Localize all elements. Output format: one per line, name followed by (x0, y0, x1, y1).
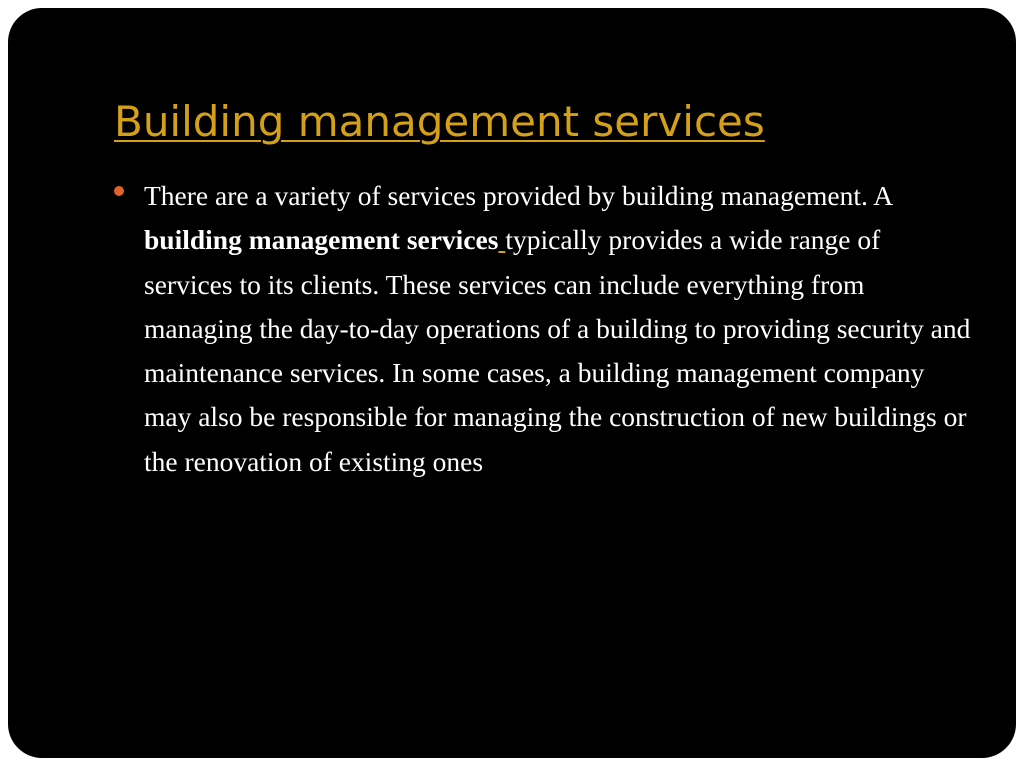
slide (8, 8, 1016, 758)
slide-title: Building management services (114, 97, 765, 146)
bullet-keyword: building management services (144, 224, 499, 256)
bullet-item (114, 174, 974, 484)
slide-body (114, 174, 974, 484)
bullet-dot-icon (114, 186, 124, 196)
bullet-text-before: There are a variety of services provided by building management. A (144, 180, 892, 211)
bullet-text-after: typically provides a wide range of services to its clients. These services can include everything from managing the day-to-day operations of a building to providing security and maintenance services. In some cases, a building management company may also be responsible for managing the construction of new buildings or the renovation of existing ones (144, 224, 971, 477)
